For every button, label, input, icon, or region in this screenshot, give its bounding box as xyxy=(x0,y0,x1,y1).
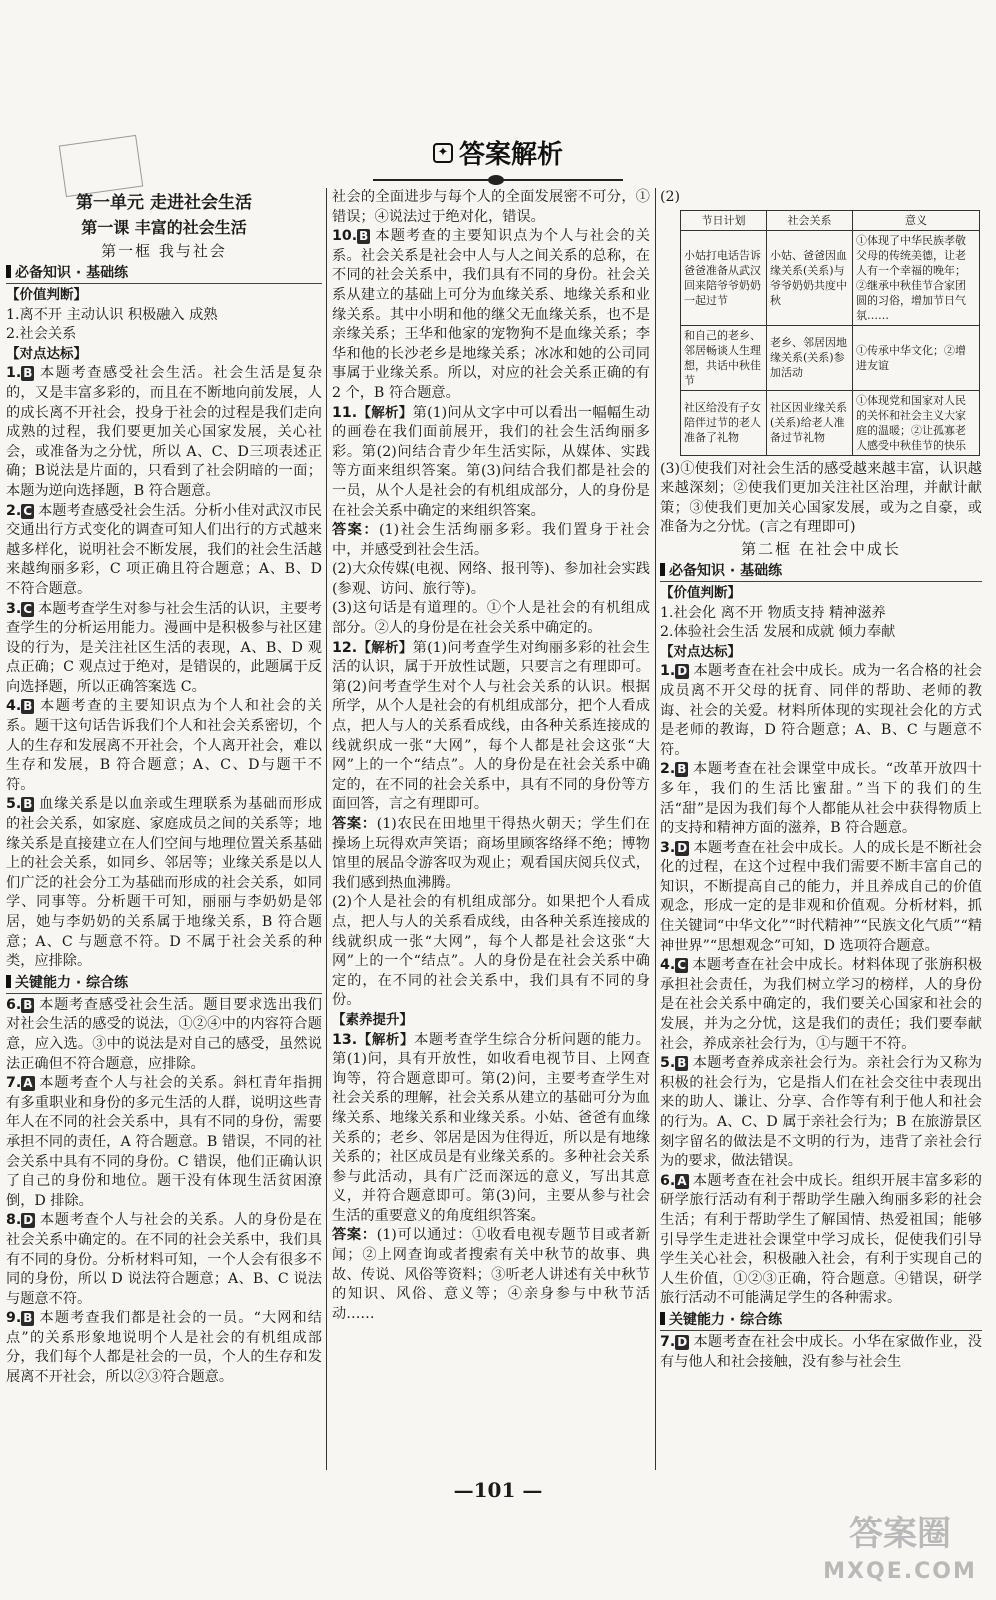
item-number: 2. xyxy=(660,761,676,778)
answer-letter-badge: B xyxy=(677,762,687,777)
answer-item xyxy=(660,1333,982,1372)
answer-item xyxy=(660,760,982,838)
value-answer: 1.社会化 离不开 物质支持 精神滋养 xyxy=(660,604,886,621)
sub-answer-label: (2) xyxy=(660,189,681,205)
item-number: 8. xyxy=(6,1212,22,1229)
table-cell: 和自己的老乡、邻居畅谈人生理想，共话中秋佳节 xyxy=(681,325,767,390)
answer-letter-badge: D xyxy=(677,840,688,855)
answer-item xyxy=(660,839,982,957)
item-number: 6. xyxy=(660,1172,676,1189)
answer-item xyxy=(660,662,982,760)
answer-item xyxy=(6,996,322,1074)
item-explanation: 本题考查的主要知识点为个人和社会的关系。题干这句话告诉我们个人和社会关系密切，个人的生存和发展离不开社会，个人离开社会，难以生存和发展，B 符合题意；A、C、D与题干不符。 xyxy=(6,698,322,793)
answer-item xyxy=(6,697,322,795)
answer-letter-badge: D xyxy=(23,1213,34,1228)
answer-letter-badge: C xyxy=(23,601,33,616)
item-number: 4. xyxy=(660,957,676,974)
answer-item xyxy=(6,502,322,600)
item-explanation: 本题考查学生对参与社会生活的认识，主要考查学生的分析运用能力。漫画中是积极参与社区建设的行为，是关注社区生活的表现，A、B、D 观点正确；C 观点过于绝对，是错误的，此题属于反向选择题，所以正确答案选 C。 xyxy=(6,600,322,695)
item-number: 2. xyxy=(6,502,22,519)
subsection-tag: 【价值判断】 xyxy=(6,287,87,303)
answer-item xyxy=(660,1054,982,1172)
item-explanation: 本题考查在社会中成长。成为一名合格的社会成员离不开父母的抚育、同伴的帮助、老师的教诲、社会的关爱。材料所体现的实现社会化的方式是老师的教诲，D 符合题意；A、B、C 与题意不符。 xyxy=(660,663,982,758)
item-number: 1. xyxy=(6,365,22,382)
table-header: 意义 xyxy=(853,210,980,230)
answer-item xyxy=(6,1211,322,1309)
column-divider xyxy=(326,188,327,1470)
subsection-tag: 【价值判断】 xyxy=(660,584,741,601)
table-cell: ①体现党和国家对人民的关怀和社会主义大家庭的温暖；②让孤寡老人感受中秋佳节的快乐 xyxy=(853,390,980,455)
answer-letter-badge: A xyxy=(23,1076,33,1091)
table-row xyxy=(681,325,980,390)
title-ornament xyxy=(373,175,623,185)
answer-item xyxy=(660,1172,982,1309)
item-number: 7. xyxy=(6,1075,22,1092)
item-explanation: 本题考查个人与社会的关系。斜杠青年指拥有多重职业和身份的多元生活的人群，说明这些青年人在不同的社会关系中，具有不同的身份，需要承担不同的责任，A 符合题意。B 错误，不同的社会关系中具有不同的身份。C 错误，他们正确认识了自己的身份和地位。题干没有体现生活贫困潦倒，D 排除。 xyxy=(6,1075,322,1209)
answer-13: 答案：(1)可以通过：①收看电视专题节目或者新闻；②上网查询或者搜索有关中秋节的故事、典故、传说、风俗等资料；③听老人讲述有关中秋节的知识、风俗、意义等；④亲身参与中秋节活动…… xyxy=(332,1227,650,1322)
item-number: 4. xyxy=(6,698,22,715)
item-explanation: 本题考查感受社会生活。题目要求选出我们对社会生活的感受的说法，①②④中的内容符合题意，应入选。③中的说法是对自己的感受，虽然说法正确但不符合题意，应排除。 xyxy=(6,996,322,1072)
page-number: —101 — xyxy=(453,1478,543,1502)
section-heading: 关键能力 · 综合练 xyxy=(6,973,322,994)
section-heading: 必备知识 · 基础练 xyxy=(660,561,982,582)
question-11: 11.【解析】第(1)问从文字中可以看出一幅幅生动的画卷在我们面前展开，我们的社会生活绚丽多彩。第(2)问结合青少年生活实际，从媒体、实践等方面来组织答案。第(3)问结合我们都是社会的一员，从个人是社会的有机组成部分，人的身份是在社会关系中确定的来组织答案。 xyxy=(332,404,650,519)
item-number: 5. xyxy=(6,796,22,813)
column-3 xyxy=(660,188,982,1372)
column-2 xyxy=(332,188,650,1324)
answer-letter-badge: C xyxy=(677,958,687,973)
answer-letter-badge: B xyxy=(359,229,369,244)
answer-letter-badge: A xyxy=(677,1173,687,1188)
question-13: 13.【解析】本题考查学生综合分析问题的能力。第(1)问，具有开放性，如收看电视节目、上网查询等，符合题意即可。第(2)问，主要考查学生对社会关系的理解，社会关系从建立的基础可分为血缘关系、地缘关系和业缘关系。小姑、爸爸有血缘关系的；老乡、邻居是因为住得近，所以是有地缘关系的；社区成员是有业缘关系的。多种社会关系参与此活动，具有广泛而深远的意义，写出其意义，并符合题意即可。第(3)问，主要从参与社会生活的重要意义的角度组织答案。 xyxy=(332,1031,650,1224)
answer-item xyxy=(6,795,322,971)
item-number: 1. xyxy=(660,663,676,680)
answer-13-3: (3)①使我们对社会生活的感受越来越丰富，认识越来越深刻；②使我们更加关注社区治理，并献计献策；③使我们更加关心国家发展，或为之自豪，或准备为之分忧。(言之有理即可) xyxy=(660,460,982,536)
item-number: 9. xyxy=(6,1310,22,1327)
table-row xyxy=(681,230,980,325)
item-number: 7. xyxy=(660,1333,676,1350)
answer-item xyxy=(6,1309,322,1387)
item-explanation: 本题考查感受社会生活。社会生活是复杂的，又是丰富多彩的，而且在不断地向前发展，人的成长离不开社会，投身于社会的过程是我们走向成熟的过程，我们要更加关心国家发展，关心社会，或准备为之分忧，所以 A、C、D三项表述正确；B说法是片面的，只看到了社会阴暗的一面；本题为逆向选择题，B 符合题意。 xyxy=(6,365,322,499)
answer-11-3: (3)这句话是有道理的。①个人是社会的有机组成部分。②人的身份是在社会关系中确定的。 xyxy=(332,600,650,637)
section-heading: 关键能力 · 综合练 xyxy=(660,1310,982,1331)
lesson-heading: 第一课 丰富的社会生活 xyxy=(81,218,247,237)
item-explanation: 本题考查在社会课堂中成长。“改革开放四十多年，我们的生活比蜜甜。”当下的我们的生活“甜”是因为我们每个人都能从社会中获得物质上的支持和精神方面的滋养，B 符合题意。 xyxy=(660,761,982,837)
answer-11: 答案：(1)社会生活绚丽多彩。我们置身于社会中，并感受到社会生活。 xyxy=(332,522,650,558)
answer-item xyxy=(660,956,982,1054)
answer-letter-badge: B xyxy=(677,1056,687,1071)
table-cell: ①传承中华文化；②增进友谊 xyxy=(853,325,980,390)
answer-12: 答案：(1)农民在田地里干得热火朝天；学生们在操场上玩得欢声笑语；商场里顾客络绎不绝；博物馆里的展品令游客叹为观止；观看国庆阅兵仪式，我们感到热血沸腾。 xyxy=(332,816,650,891)
frame-heading: 第一框 我与社会 xyxy=(101,242,227,260)
item-number: 5. xyxy=(660,1055,676,1072)
lightbulb-icon: ✦ xyxy=(433,143,453,163)
table-cell: 小姑打电话告诉爸爸准备从武汉回来陪爷爷奶奶一起过节 xyxy=(681,230,767,325)
item-number: 3. xyxy=(660,839,676,856)
table-cell: 社区因业缘关系(关系)给老人准备过节礼物 xyxy=(767,390,853,455)
frame-heading: 第二框 在社会中成长 xyxy=(741,539,901,558)
answer-12-2: (2)个人是社会的有机组成部分。如果把个人看成点，把人与人的关系看成线，由各种关系连接成的线就织成一张“大网”，每个人都是社会这张“大网”上的一个“结点”。人的身份是在社会关系中确定的，在不同的社会关系中，我们具有不同的身份。 xyxy=(332,894,650,1009)
item-explanation: 本题考查在社会中成长。材料体现了张旃积极承担社会责任，为我们树立学习的榜样，人的身份是在社会关系中确定的，我们要关心国家和社会的发展，并为之分忧，这是我们的责任；我们要奉献社会，养成亲社会行为，①与题干不符。 xyxy=(660,957,982,1052)
item-explanation: 本题考查在社会中成长。人的成长是不断社会化的过程，在这个过程中我们需要不断丰富自己的知识，不断提高自己的能力，并且养成自己的价值观念，形成一定的是非观和价值观。分析材料，抓住关键词“中华文化”“时代精神”“民族文化气质”“精神世界”“思想观念”可知，D 选项符合题意。 xyxy=(660,839,982,954)
question-12: 12.【解析】第(1)问考查学生对绚丽多彩的社会生活的认识，属于开放性试题，只要言之有理即可。第(2)问考查学生对个人与社会关系的认识。根据所学，从个人是社会的有机组成部分，把个人看成点，把人与人的关系看成线，由各种关系连接成的线就织成一张“大网”，每个人都是社会这张“大网”上的一个“结点”。人的身份是在社会关系中确定的，在不同的社会关系中，具有不同的身份等方面回答，言之有理即可。 xyxy=(332,639,650,813)
table-cell: 老乡、邻居因地缘关系(关系)参加活动 xyxy=(767,325,853,390)
answer-letter-badge: D xyxy=(677,664,688,679)
item-number: 10. xyxy=(332,228,358,245)
answer-letter-badge: B xyxy=(23,1311,33,1326)
table-header: 节日计划 xyxy=(681,210,767,230)
watermark-logo: 答案圈 MXQE.COM xyxy=(823,1514,977,1584)
item-explanation: 本题考查感受社会生活。分析小佳对武汉市民交通出行方式变化的调查可知人们出行的方式越来越多样化，说明社会不断发展，我们的社会生活越来越绚丽多彩，C 项正确且符合题意；A、B、D不符合题意。 xyxy=(6,502,322,597)
item-explanation: 本题考查我们都是社会的一员。“大网和结点”的关系形象地说明个人是社会的有机组成部分，我们每个人都是社会的一员，个人的生存和发展离不开社会，所以②③符合题意。 xyxy=(6,1310,322,1386)
item-explanation: 本题考查在社会中成长。组织开展丰富多彩的研学旅行活动有利于帮助学生融入绚丽多彩的社会生活；有利于帮助学生了解国情、热爱祖国；能够引导学生走进社会课堂中学习成长，促使我们引导学生关心社会，积极融入社会，有利于实现自己的人生价值，①②③正确，符合题意。④错误，研学旅行活动不可能满足学生的各种需求。 xyxy=(660,1172,982,1307)
subsection-tag: 【素养提升】 xyxy=(332,1011,413,1028)
item-explanation: 本题考查个人与社会的关系。人的身份是在社会关系中确定的。在不同的社会关系中，我们具有不同的身份。分析材料可知，一个人会有很多不同的身份，所以 D 说法符合题意；A、B、C 说法与题意不符。 xyxy=(6,1212,322,1307)
section-heading: 必备知识 · 基础练 xyxy=(6,263,322,284)
item-number: 6. xyxy=(6,996,22,1013)
page-header xyxy=(0,134,996,185)
item-explanation: 本题考查在社会中成长。小华在家做作业，没有与他人和社会接触，没有参与社会生 xyxy=(660,1333,982,1370)
answer-item xyxy=(6,600,322,698)
unit-heading: 第一单元 走进社会生活 xyxy=(76,193,252,213)
item-explanation: 本题考查的主要知识点为个人与社会的关系。社会关系是社会中人与人之间关系的总称，在不同的社会关系中，我们具有不同的身份。社会关系从建立的基础上可分为血缘关系、地缘关系和业缘关系。其中小明和他的继父无血缘关系，也不是亲缘关系；王华和他家的宠物狗不是血缘关系；李华和他的长沙老乡是地缘关系；冰冰和她的公司同事属于业缘关系。所以，对应的社会关系正确的有 2 个，B 符合题意。 xyxy=(332,228,650,401)
subsection-tag: 【对点达标】 xyxy=(6,345,87,362)
answer-item xyxy=(6,1074,322,1211)
answer-letter-badge: C xyxy=(23,503,33,518)
answer-letter-badge: D xyxy=(677,1334,688,1349)
item-explanation: 血缘关系是以血亲或生理联系为基础而形成的社会关系，如家庭、家庭成员之间的关系等；地缘关系是直接建立在人们空间与地理位置关系基础上的社会关系，如同乡、邻居等；业缘关系是以人们广泛的社会分工为基础而形成的社会关系，如同学、同事等。分析题干可知，丽丽与李奶奶是邻居，她与李奶奶的关系属于地缘关系，B 符合题意；A、C 与题意不符。D 不属于社会关系的种类，应排除。 xyxy=(6,796,322,970)
answer-item xyxy=(332,227,650,403)
table-cell: 社区给没有子女陪伴过节的老人准备了礼物 xyxy=(681,390,767,455)
table-cell: ①体现了中华民族孝敬父母的传统美德，让老人有一个幸福的晚年；②继承中秋佳节合家团圆的习俗，增加节日气氛…… xyxy=(853,230,980,325)
table-cell: 小姑、爸爸因血缘关系(关系)与爷爷奶奶共度中秋 xyxy=(767,230,853,325)
table-header: 社会关系 xyxy=(767,210,853,230)
holiday-plan-table xyxy=(680,210,980,456)
value-answer: 1.离不开 主动认识 积极融入 成熟 xyxy=(6,306,218,323)
item-explanation: 本题考查养成亲社会行为。亲社会行为又称为积极的社会行为，它是指人们在社会交往中表现出来的助人、谦让、分享、合作等有利于他人和社会的行为。A、C、D 属于亲社会行为；B 在旅游景区刻字留名的做法是不文明的行为，违背了亲社会行为的要求，做法错误。 xyxy=(660,1055,982,1170)
answer-11-2: (2)大众传媒(电视、网络、报刊等)、参加社会实践(参观、访问、旅行等)。 xyxy=(332,561,650,597)
answer-letter-badge: B xyxy=(23,997,33,1012)
continued-paragraph: 社会的全面进步与每个人的全面发展密不可分，①错误；④说法过于绝对化，错误。 xyxy=(332,189,650,225)
page-title: ✦ 答案解析 xyxy=(433,134,563,171)
column-1 xyxy=(6,188,322,1388)
item-number: 3. xyxy=(6,600,22,617)
value-answer: 2.社会关系 xyxy=(6,326,77,343)
table-row xyxy=(681,390,980,455)
answer-letter-badge: B xyxy=(23,366,33,381)
answer-letter-badge: B xyxy=(23,797,33,812)
value-answer: 2.体验社会生活 发展和成就 倾力奉献 xyxy=(660,624,896,641)
subsection-tag: 【对点达标】 xyxy=(660,643,741,660)
answer-item xyxy=(6,364,322,501)
answer-letter-badge: B xyxy=(23,699,33,714)
column-divider xyxy=(655,188,656,1470)
